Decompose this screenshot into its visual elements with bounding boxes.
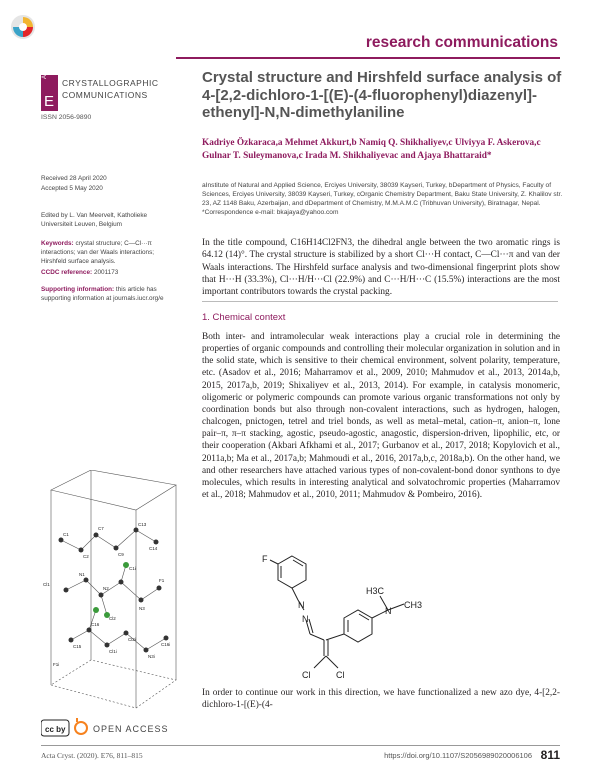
scheme-label-n2: N [302,614,309,624]
citation: Acta Cryst. (2020). E76, 811–815 [41,751,143,760]
ccdc-number[interactable]: 2001173 [93,269,119,276]
atom-label: N2 [103,586,109,591]
author-list: Kadriye Özkaraca,a Mehmet Akkurt,b Namiq Q. Shikhaliyev,c Ulviyya F. Askerova,c Gulnar T. Suleymanova,c Irada M. Shikhaliyevac and Ajaya Bhattaraid* [202,138,541,161]
journal-name [62,77,159,101]
scheme-label-n3: N [385,606,392,616]
journal-badge [41,51,58,111]
header-divider [176,57,560,59]
atom-label: C1 [63,532,69,537]
editor-note: Edited by L. Van Meervelt, Katholieke Universiteit Leuven, Belgium [41,212,148,228]
atom-label: C13 [138,522,147,527]
atom-label: Cl1 [43,582,50,587]
scheme-label-cl1: Cl [302,670,311,680]
chemical-scheme [262,548,452,680]
article-title: Crystal structure and Hirshfeld surface analysis of 4-[2,2-dichloro-1-[(E)-(4-fluorophenyl)diazenyl]-ethenyl]-N,N-dimethylaniline [202,69,562,121]
crystal-packing-figure [41,470,186,712]
journal-name-line1: CRYSTALLOGRAPHIC [62,78,159,88]
open-access-badge [41,718,181,745]
accepted-date: Accepted 5 May 2020 [41,185,103,192]
affiliations: aInstitute of Natural and Applied Science, Erciyes University, 38039 Kayseri, Turkey, bDepartment of Physics, Faculty of Sciences, Erciyes University, 38039 Kayseri, Turkey, cOrganic Chemistry Department, Baku State University, Z. Khalilov str. 23, AZ 1148 Baku, Azerbaijan, and dDepartment of Chemistry, M.M.A.M.C (Tribhuvan University), Biratnagar, Nepal. *Correspondence e-mail: bkajaya@yahoo.com [202,182,563,216]
supporting-label: Supporting information: [41,286,115,293]
journal-badge-text: Acta Cryst [42,51,48,79]
atom-label: C16 [91,622,100,627]
scheme-label-me1: H3C [366,586,385,596]
atom-label: N3i [148,654,155,659]
page-footer [41,748,560,762]
atom-label: Cl2 [109,616,116,621]
scheme-label-f: F [262,554,268,564]
scheme-label-me2: CH3 [404,600,423,610]
body-paragraph-2: In order to continue our work in this direction, we have functionalized a new azo dye, 4-[2,2-dichloro-1-[(E)-(4- [202,688,560,711]
atom-label: N3 [139,606,145,611]
abstract-divider [202,301,558,302]
ccdc-label: CCDC reference: [41,269,93,276]
scheme-label-n1: N [298,600,305,610]
section-title: research communications [365,34,558,51]
issn: ISSN 2056-9890 [41,114,92,121]
keywords [41,239,175,266]
doi-link[interactable]: https://doi.org/10.1107/S2056989020006106 [384,751,532,760]
atom-label: C9 [118,552,124,557]
keywords-label: Keywords: [41,240,74,247]
abstract: In the title compound, C16H14Cl2FN3, the dihedral angle between the two aromatic rings is 64.12 (14)°. The crystal structure is stabilized by a short Cl···H contact, C—Cl···π and van der Waals interactions. The Hirshfeld surface analysis and two-dimensional fingerprint plots show that H···H (33.3%), Cl···H/H···Cl (22.9%) and C···H/H···C (15.5%) interactions are the most important contributors towards the crystal packing. [202,238,560,298]
atom-label: F1i [53,662,60,667]
journal-badge-letter: E [44,93,55,110]
scheme-label-cl2: Cl [336,670,345,680]
atom-label: C7 [98,526,104,531]
body-paragraph-1: Both inter- and intramolecular weak interactions play a crucial role in determining the properties of organic compounds and controlling their molecular organization in solution and in the solid state, which is sensitive to their chemical environment, solvent polarity, temperature, etc. (Asadov et al., 2016; Maharramov et al., 2009, 2010; Mahmudov et al., 2013, 2014a,b, 2015, 2017a,b, 2019; Shixaliyev et al., 2013, 2014). For example, in catalysis monomeric, oligomeric or polymeric compounds can promote various organic transformations not only by coordination bonds but also through non-covalent interactions, such as hydrogen, halogen, chalcogen, pnictogen, tetrel and triel bonds, as well as metal–metal, cation–π, anion–π, lone pair–π, π–π stacking, agostic, pseudo-agostic, anagostic, dispersion-driven, lipophilic, etc, or their cooperation (Akbari Afkhami et al., 2017; Gurbanov et al., 2017, 2018; Kopylovich et al., 2011a,b; Ma et al., 2017a,b; Mahmoudi et al., 2016, 2017a,b,c, 2018a,b). On the other hand, we and other researchers have attached various types of non-covalent-bond donor synthons to dye molecules, which results in interesting analytical and solvatochromic properties (Maharramov et al., 2018; Mahmudov et al., 2010, 2011; Mahmudov & Pombeiro, 2016). [202,332,560,501]
keywords-text: crystal structure; C—Cl···π interactions; van der Waals interactions; Hirshfeld surface analysis. [41,240,155,265]
atom-label: Cl2i [128,637,136,642]
atom-label: C2 [83,554,89,559]
cc-by-icon: cc by [45,725,66,734]
received-date: Received 28 April 2020 [41,175,107,182]
atom-label: C14 [149,546,158,551]
ccdc-reference [41,268,175,277]
footer-divider [41,745,560,746]
atom-label: C15 [73,644,82,649]
page-number: 811 [540,748,560,762]
supporting-link[interactable]: this article has supporting information at journals.iucr.org/e [41,286,164,302]
atom-label: Cl1i [109,649,117,654]
section-heading: 1. Chemical context [202,312,286,323]
journal-name-line2: COMMUNICATIONS [62,90,148,100]
atom-label: C16i [161,642,171,647]
atom-label: N1 [79,572,85,577]
crossmark-logo-icon[interactable] [10,14,36,45]
atom-label: C1i [129,566,136,571]
atom-label: F1 [159,578,165,583]
open-access-label: OPEN ACCESS [93,724,169,734]
supporting-info [41,285,175,303]
